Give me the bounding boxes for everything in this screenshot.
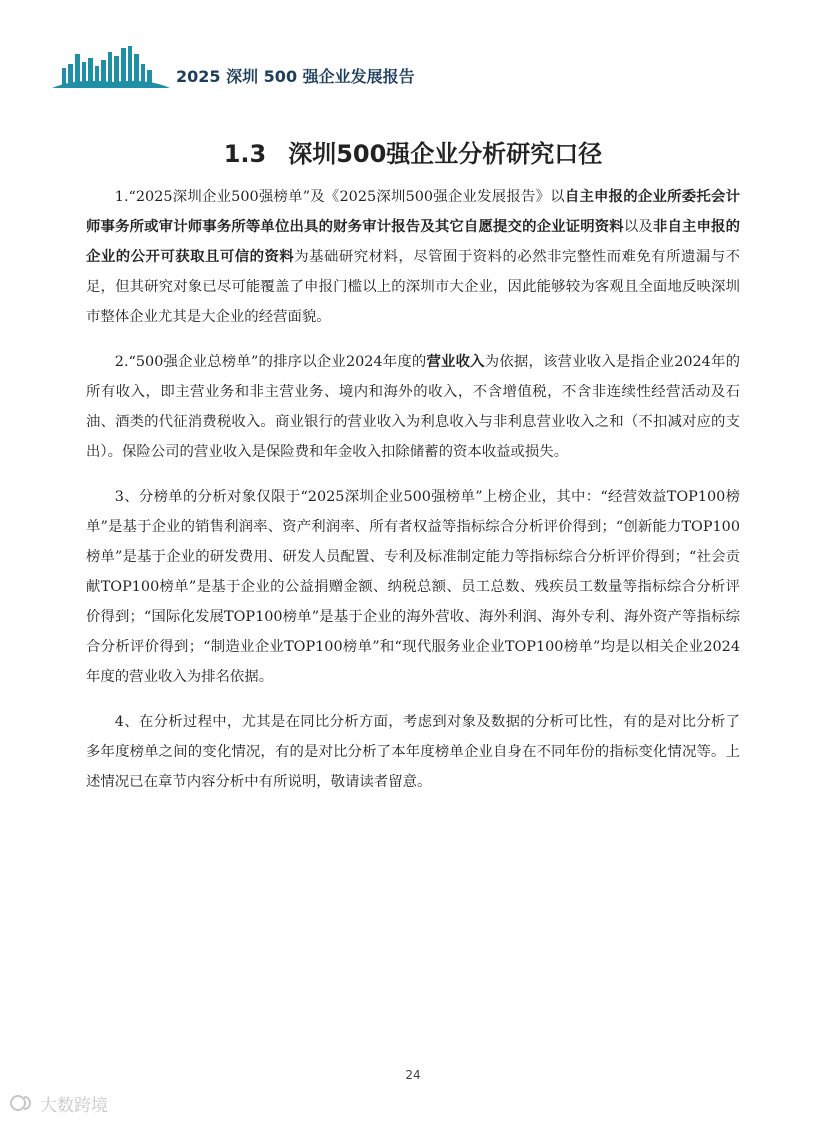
paragraph-text: 3、分榜单的分析对象仅限于“2025深圳企业500强榜单”上榜企业，其中：“经营效益TOP100榜单”是基于企业的销售利润率、资产利润率、所有者权益等指标综合分析评价得到；“创新能力TOP100榜单”是基于企业的研发费用、研发人员配置、专利及标准制定能力等指标综合分析评价得到；“社会贡献TOP100榜单”是基于企业的公益捐赠金额、纳税总额、员工总数、残疾员工数量等指标综合分析评价得到；“国际化发展TOP100榜单”是基于企业的海外营收、海外利润、海外专利、海外资产等指标综合分析评价得到；“制造业企业TOP100榜单”和“现代服务业企业TOP100榜单”均是以相关企业2024年度的营业收入为排名依据。 — [86, 489, 740, 685]
paragraph-text: 以及 — [623, 219, 653, 235]
watermark — [8, 1090, 108, 1116]
paragraph-emphasis: 营业收入 — [426, 353, 485, 370]
paragraph-text: 为基础研究材料，尽管囿于资料的必然非完整性而难免有所遗漏与不足，但其研究对象已尽可能覆盖了申报门槛以上的深圳市大企业，因此能够较为客观且全面地反映深圳市整体企业尤其是大企业的经营面貌。 — [86, 249, 740, 325]
paragraph-text: 2.“500强企业总榜单”的排序以企业2024年度的 — [114, 354, 427, 370]
body-text — [86, 182, 740, 812]
paragraph-3 — [86, 482, 740, 692]
paragraph-text: 1.“2025深圳企业500强榜单”及《2025深圳500强企业发展报告》以 — [114, 189, 565, 205]
paragraph-text: 为依据，该营业收入是指企业2024年的所有收入，即主营业务和非主营业务、境内和海外的收入，不含增值税，不含非连续性经营活动及石油、酒类的代征消费税收入。商业银行的营业收入为利息收入与非利息营业收入之和（不扣减对应的支出）。保险公司的营业收入是保险费和年金收入扣除储蓄的资本收益或损失。 — [86, 354, 740, 460]
report-title: 2025 深圳 500 强企业发展报告 — [176, 67, 415, 86]
page-header — [52, 44, 472, 88]
paragraph-text: 4、在分析过程中，尤其是在同比分析方面，考虑到对象及数据的分析可比性，有的是对比分析了多年度榜单之间的变化情况，有的是对比分析了本年度榜单企业自身在不同年份的指标变化情况等。上述情况已在章节内容分析中有所说明，敬请读者留意。 — [86, 714, 740, 790]
watermark-logo-icon — [8, 1091, 36, 1115]
paragraph-4 — [86, 707, 740, 797]
watermark-text: 大数跨境 — [40, 1095, 108, 1116]
paragraph-2 — [86, 347, 740, 467]
paragraph-1 — [86, 182, 740, 332]
paragraph-emphasis: 自主申报的企业所委托会计师事务所或审计师事务所等单位出具的财务审计报告及其它自愿提交的企业证明资料 — [86, 188, 740, 235]
page-number: 24 — [405, 1068, 421, 1082]
section-heading — [0, 134, 826, 169]
section-title: 深圳500强企业分析研究口径 — [288, 140, 603, 168]
paragraph-emphasis: 非自主申报的企业的公开可获取且可信的资料 — [86, 218, 740, 265]
city-skyline-icon — [52, 44, 172, 88]
section-number: 1.3 — [223, 140, 267, 168]
